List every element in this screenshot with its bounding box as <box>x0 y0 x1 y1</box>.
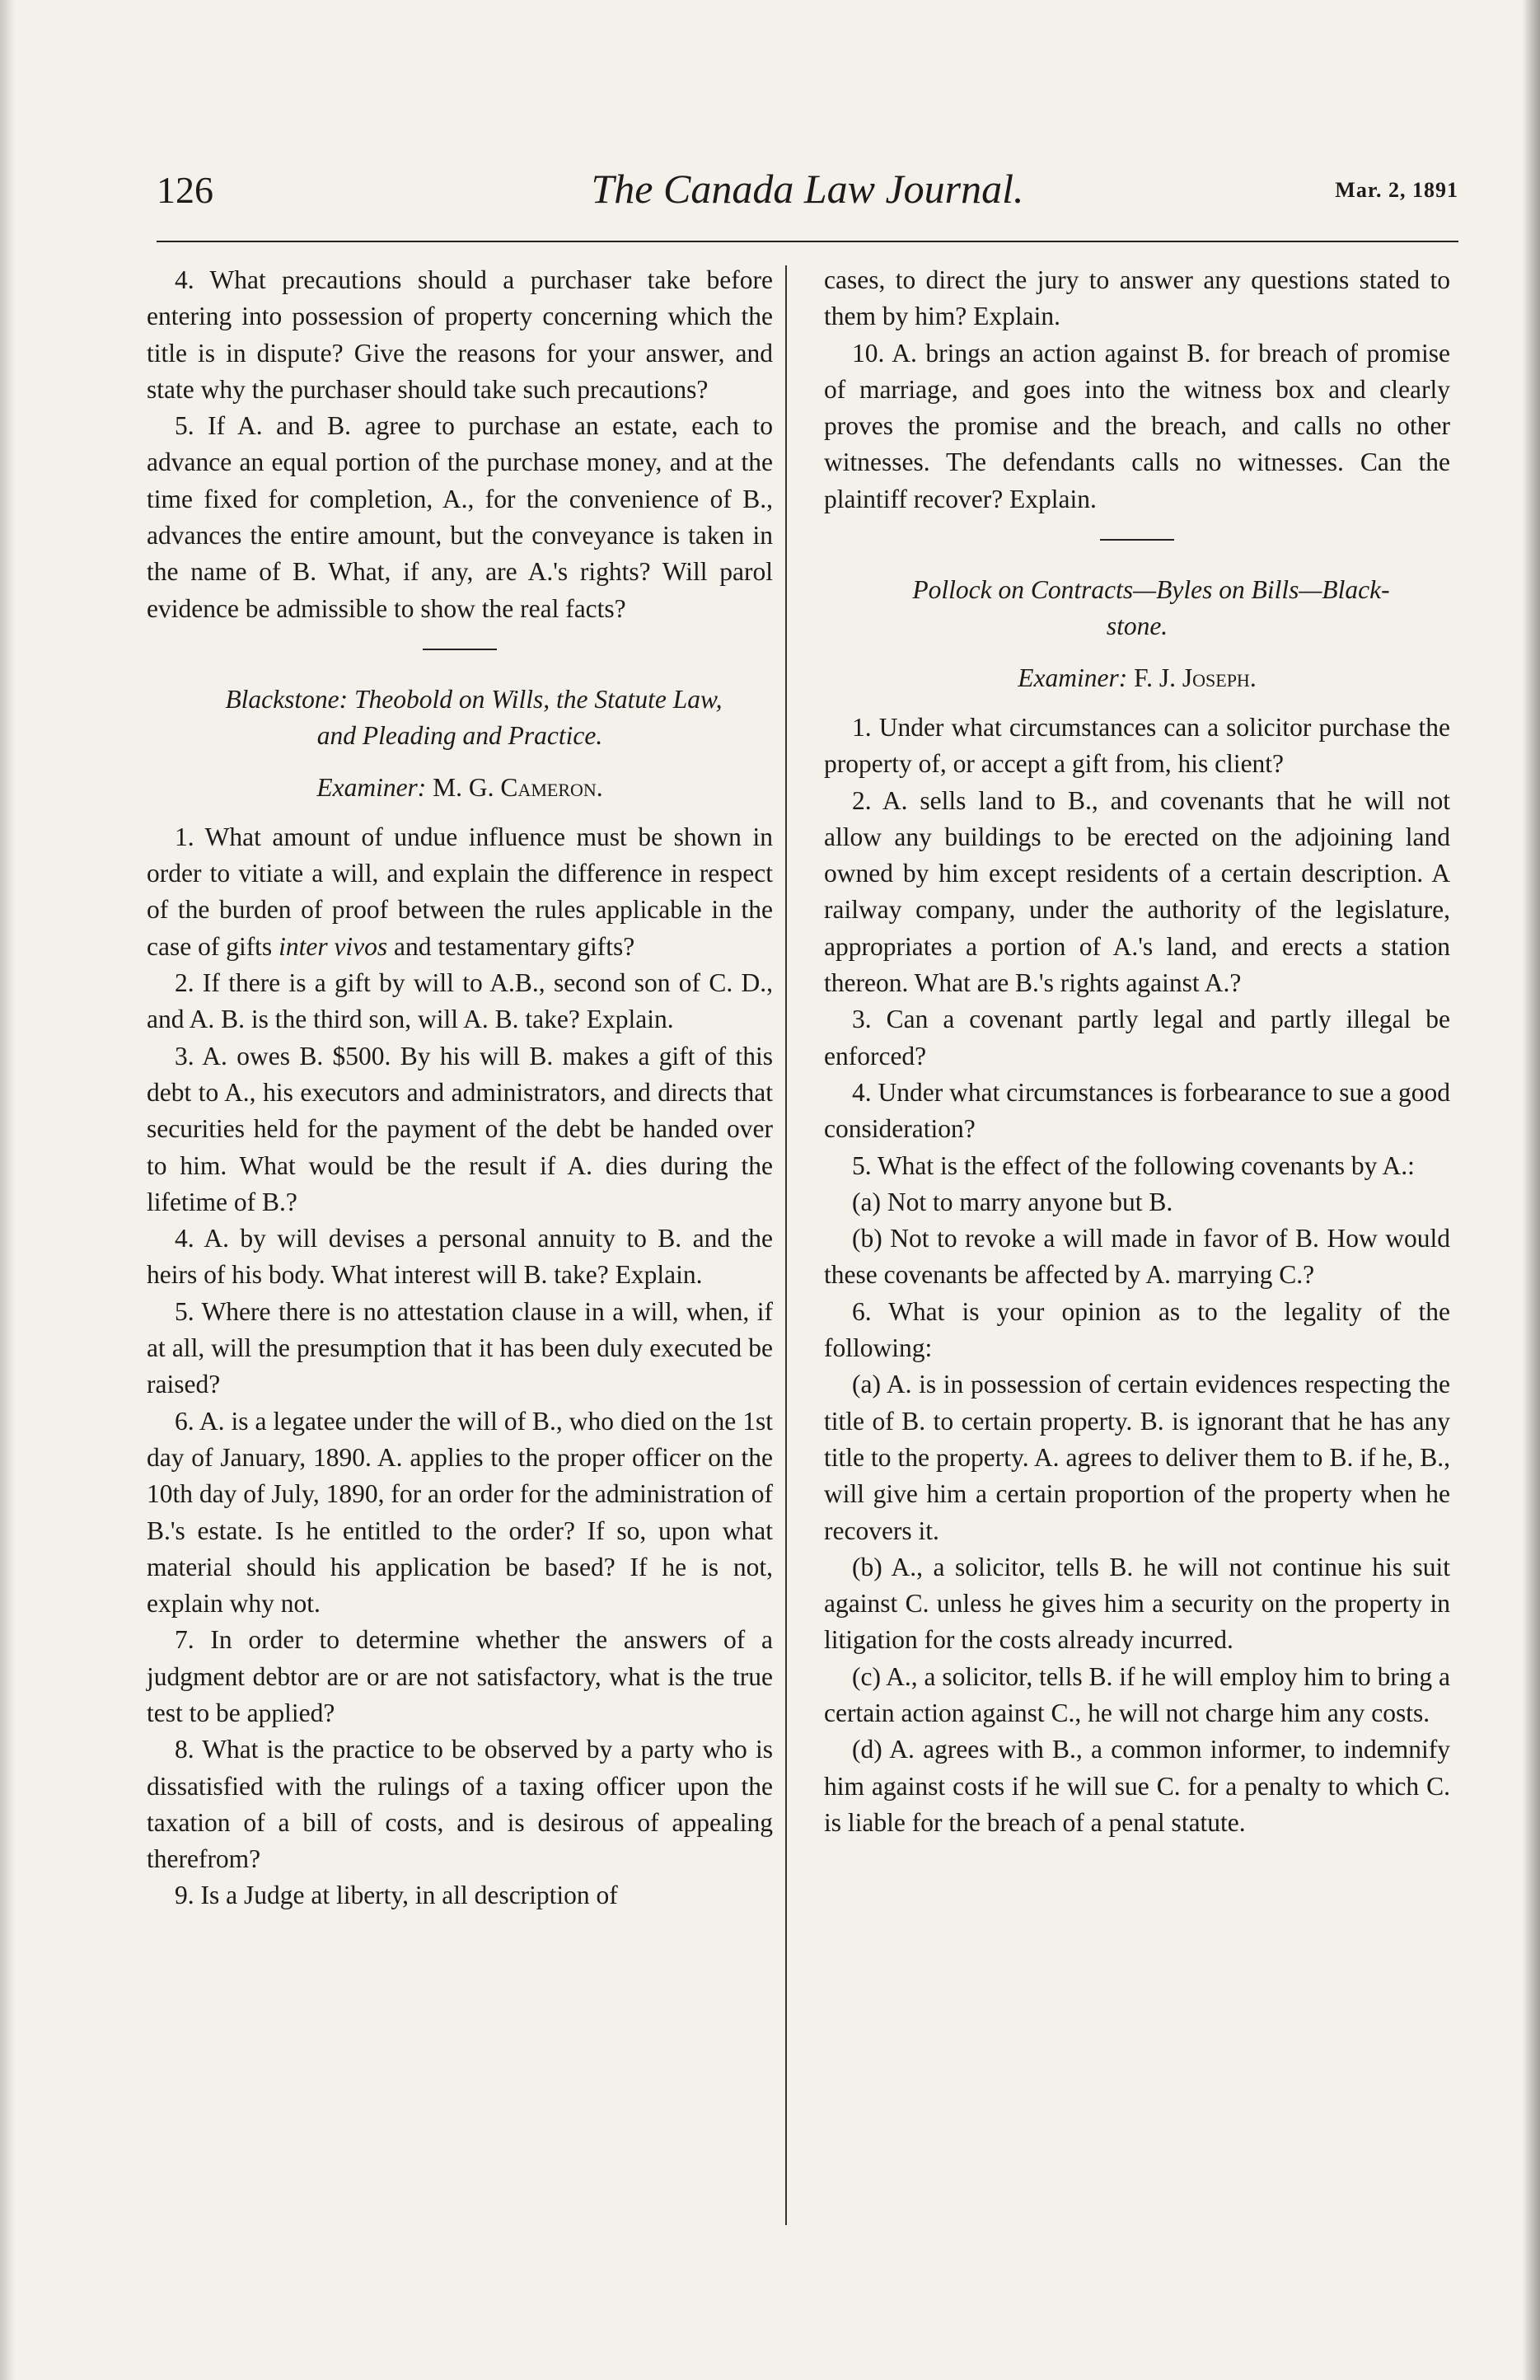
pollock-question-3: 3. Can a covenant partly legal and partly illegal be enforced? <box>824 1005 1450 1071</box>
blackstone-question-8: 8. What is the practice to be observed by a party who is dissatisfied with the rulings of a taxing officer upon the taxation of a bill of costs, and is desirous of appealing therefrom? <box>147 1735 773 1874</box>
section-title-line-2: and Pleading and Practice. <box>316 721 603 751</box>
blackstone-question-4: 4. A. by will devises a personal annuity to B. and the heirs of his body. What interest will B. take? Explain. <box>147 1224 773 1290</box>
examiner-line <box>824 660 1450 696</box>
pollock-question-2: 2. A. sells land to B., and covenants that he will not allow any buildings to be erected on the adjoining land owned by him except residents of a certain description. A railway company, under the authority of the legislature, appropriates a portion of A.'s land, and erects a station thereon. What are B.'s rights against A.? <box>824 785 1450 998</box>
column-divider <box>785 265 787 2225</box>
pollock-question-6: 6. What is your opinion as to the legality of the following: <box>824 1296 1450 1363</box>
blackstone-question-7: 7. In order to determine whether the answers of a judgment debtor are or are not satisfactory, what is the true test to be applied? <box>147 1625 773 1727</box>
examiner-name: M. G. Cameron. <box>433 772 603 802</box>
blackstone-question-6: 6. A. is a legatee under the will of B., who died on the 1st day of January, 1890. A. applies to the proper officer on the 10th day of July, 1890, for an order for the administration of B.'s estate. Is he entitled to the order? If so, upon what material should his application be based? If he is not, explain why not. <box>147 1406 773 1619</box>
section-title-line-1: Pollock on Contracts—Byles on Bills—Black- <box>912 575 1390 605</box>
pollock-question-4: 4. Under what circumstances is forbearance to sue a good consideration? <box>824 1077 1450 1144</box>
section-title-line-1: Blackstone: Theobold on Wills, the Statute Law, <box>225 684 723 714</box>
blackstone-question-9-continued: cases, to direct the jury to answer any questions stated to them by him? Explain. <box>824 265 1450 331</box>
question-4: 4. What precautions should a purchaser take before entering into possession of property concerning which the title is in dispute? Give the reasons for your answer, and state why the purchaser should take such precautions? <box>147 265 773 404</box>
blackstone-question-5: 5. Where there is no attestation clause in a will, when, if at all, will the presumption that it has been duly executed be raised? <box>147 1296 773 1399</box>
blackstone-question-2: 2. If there is a gift by will to A.B., second son of C. D., and A. B. is the third son, will A. B. take? Explain. <box>147 968 773 1034</box>
journal-title: The Canada Law Journal. <box>591 166 1024 212</box>
section-separator <box>423 649 497 650</box>
pollock-question-5b: (b) Not to revoke a will made in favor of B. How would these covenants be affected by A. marrying C.? <box>824 1224 1450 1290</box>
header-rule <box>157 241 1458 242</box>
examiner-label: Examiner: <box>1018 663 1128 692</box>
page-header <box>157 165 1458 223</box>
question-text: 1. What amount of undue influence must be shown in order to vitiate a will, and explain the difference in respect of the burden of proof between the rules applicable in the case of gifts <box>147 822 773 961</box>
blackstone-question-9: 9. Is a Judge at liberty, in all description of <box>175 1881 618 1910</box>
section-title-pollock <box>824 572 1450 645</box>
blackstone-question-10: 10. A. brings an action against B. for breach of promise of marriage, and goes into the witness box and clearly proves the promise and the breach, and calls no other witnesses. The defendants calls no witnesses. Can the plaintiff recover? Explain. <box>824 338 1450 513</box>
section-separator <box>1100 539 1174 541</box>
question-text: and testamentary gifts? <box>394 931 635 961</box>
pollock-question-6d: (d) A. agrees with B., a common informer, to indemnify him against costs if he will sue C. for a penalty to which C. is liable for the breach of a penal statute. <box>824 1735 1450 1837</box>
right-column <box>824 262 1450 1841</box>
blackstone-question-1 <box>147 819 773 965</box>
pollock-question-6a: (a) A. is in possession of certain evidences respecting the title of B. to certain property. B. is ignorant that he has any title to the property. A. agrees to deliver them to B. if he, B., will give him a certain proportion of the property when he recovers it. <box>824 1370 1450 1545</box>
issue-date: Mar. 2, 1891 <box>1335 178 1458 202</box>
examiner-name: F. J. Joseph. <box>1134 663 1257 692</box>
pollock-question-6b: (b) A., a solicitor, tells B. he will not continue his suit against C. unless he gives him a security on the property in litigation for the costs already incurred. <box>824 1552 1450 1655</box>
page-edge-shadow-left <box>0 0 15 2380</box>
left-column <box>147 262 773 1914</box>
pollock-question-6c: (c) A., a solicitor, tells B. if he will employ him to bring a certain action against C., he will not charge him any costs. <box>824 1661 1450 1727</box>
latin-term: inter vivos <box>279 931 388 961</box>
pollock-question-5a: (a) Not to marry anyone but B. <box>852 1187 1173 1216</box>
pollock-question-1: 1. Under what circumstances can a solicitor purchase the property of, or accept a gift from, his client? <box>824 712 1450 779</box>
page-number: 126 <box>157 169 213 211</box>
question-5: 5. If A. and B. agree to purchase an estate, each to advance an equal portion of the purchase money, and at the time fixed for completion, A., for the convenience of B., advances the entire amount, but the conveyance is taken in the name of B. What, if any, are A.'s rights? Will parol evidence be admissible to show the real facts? <box>147 411 773 623</box>
section-title-line-2: stone. <box>1106 611 1168 641</box>
examiner-line <box>147 770 773 806</box>
section-title-blackstone <box>147 682 773 755</box>
blackstone-question-3: 3. A. owes B. $500. By his will B. makes a gift of this debt to A., his executors and administrators, and directs that securities held for the payment of the debt be handed over to him. What would be the result if A. dies during the lifetime of B.? <box>147 1041 773 1216</box>
page-edge-shadow-right <box>1522 0 1540 2380</box>
examiner-label: Examiner: <box>316 772 427 802</box>
pollock-question-5: 5. What is the effect of the following covenants by A.: <box>852 1150 1415 1180</box>
